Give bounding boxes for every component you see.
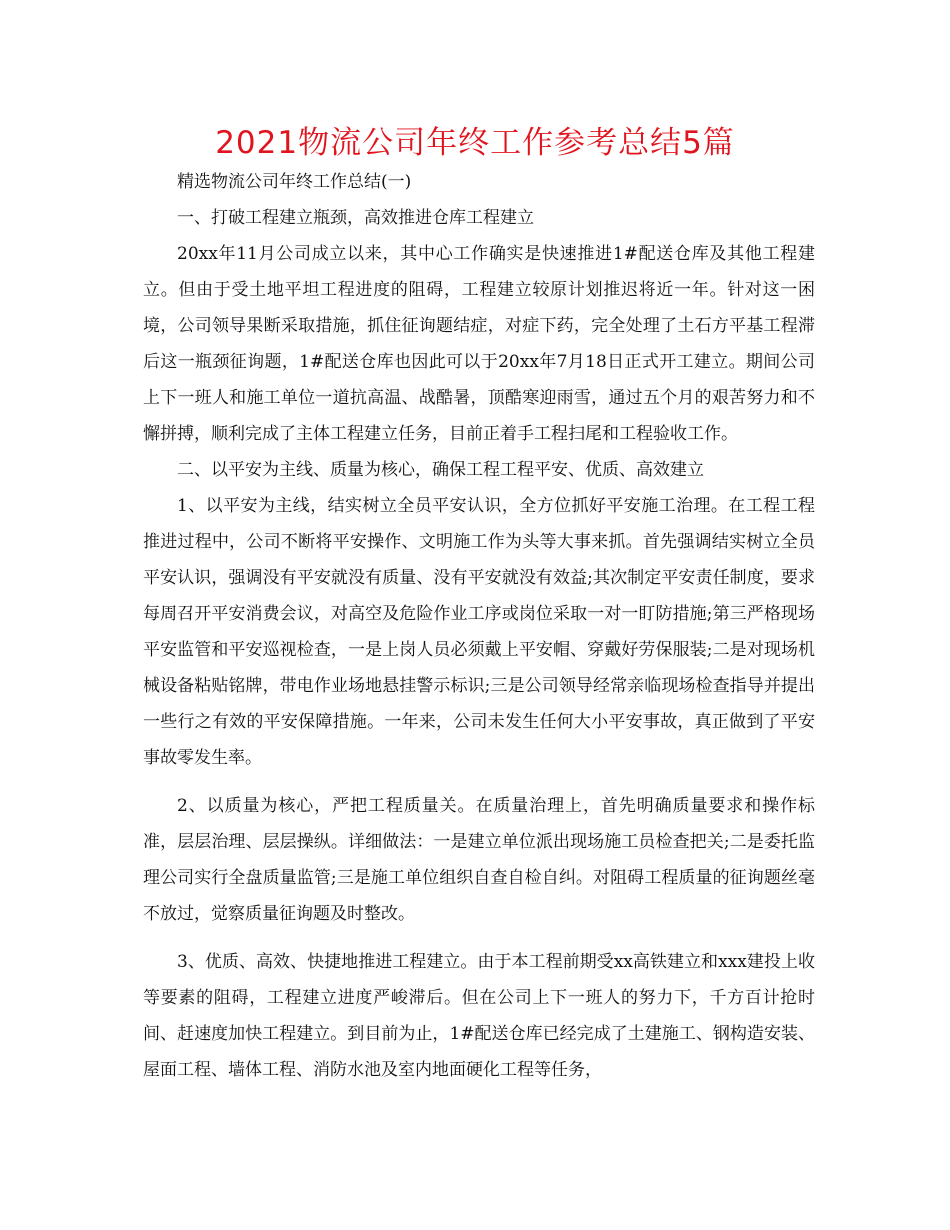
document-title: 2021物流公司年终工作参考总结5篇: [215, 125, 735, 161]
paragraph-body-2: 1、以平安为主线，结实树立全员平安认识，全方位抓好平安施工治理。在工程工程推进过程中，公司不断将平安操作、文明施工作为头等大事来抓。首先强调结实树立全员平安认识，强调没有平安就没有质量、没有平安就没有效益;其次制定平安责任制度，要求每周召开平安消费会议，对高空及危险作业工序或岗位采取一对一盯防措施;第三严格现场平安监管和平安巡视检查，一是上岗人员必须戴上平安帽、穿戴好劳保服装;二是对现场机械设备粘贴铭牌，带电作业场地悬挂警示标识;三是公司领导经常亲临现场检查指导并提出一些行之有效的平安保障措施。一年来，公司未发生任何大小平安事故，真正做到了平安事故零发生率。: [143, 496, 815, 768]
paragraph-section-heading-1: 一、打破工程建立瓶颈，高效推进仓库工程建立: [177, 208, 534, 228]
document-body: [143, 164, 815, 1088]
paragraph-subtitle: 精选物流公司年终工作总结(一): [177, 172, 412, 192]
paragraph-body-1: 20xx年11月公司成立以来，其中心工作确实是快速推进1#配送仓库及其他工程建立。但由于受土地平坦工程进度的阻碍，工程建立较原计划推迟将近一年。针对这一困境，公司领导果断采取措施，抓住征询题结症，对症下药，完全处理了土石方平基工程滞后这一瓶颈征询题，1#配送仓库也因此可以于20xx年7月18日正式开工建立。期间公司上下一班人和施工单位一道抗高温、战酷暑，顶酷寒迎雨雪，通过五个月的艰苦努力和不懈拼搏，顺利完成了主体工程建立任务，目前正着手工程扫尾和工程验收工作。: [143, 244, 815, 444]
paragraph-body-4: 3、优质、高效、快捷地推进工程建立。由于本工程前期受xx高铁建立和xxx建投上收等要素的阻碍，工程建立进度严峻滞后。但在公司上下一班人的努力下，千方百计抢时间、赶速度加快工程建立。到目前为止，1#配送仓库已经完成了土建施工、钢构造安装、屋面工程、墙体工程、消防水池及室内地面硬化工程等任务，: [143, 952, 815, 1080]
paragraph-section-heading-2: 二、以平安为主线、质量为核心，确保工程工程平安、优质、高效建立: [177, 460, 704, 480]
paragraph-body-3: 2、以质量为核心，严把工程质量关。在质量治理上，首先明确质量要求和操作标准，层层治理、层层操纵。详细做法：一是建立单位派出现场施工员检查把关;二是委托监理公司实行全盘质量监管;三是施工单位组织自查自检自纠。对阻碍工程质量的征询题丝毫不放过，觉察质量征询题及时整改。: [143, 796, 815, 924]
